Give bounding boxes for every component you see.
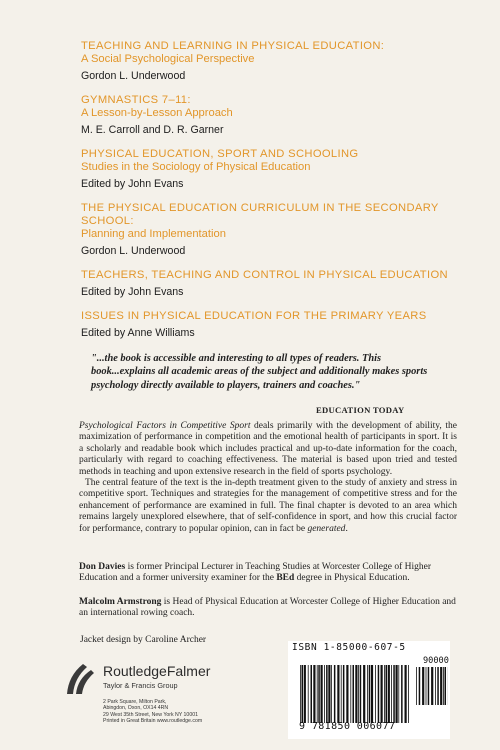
publisher-address (103, 699, 202, 725)
degree-name: BEd (276, 573, 295, 584)
book-entry (81, 310, 471, 340)
book-entry (81, 94, 471, 137)
book-entry (81, 202, 471, 258)
barcode-bar (367, 665, 368, 723)
book-author: Edited by Anne Williams (81, 327, 195, 339)
barcode-bar (426, 667, 427, 705)
barcode-bar (317, 665, 318, 723)
address-line: 2 Park Square, Milton Park, (103, 699, 167, 705)
barcode-bar (371, 665, 373, 723)
book-title: GYMNASTICS 7–11: (81, 94, 191, 106)
barcode-bar (346, 665, 348, 723)
author-bio (79, 562, 457, 585)
bio-text: is Head of Physical Education at Worcester College of Higher Education and an international rowing coach. (79, 597, 456, 619)
barcode-bar (405, 665, 407, 723)
barcode-bar (431, 667, 433, 705)
barcode-bar (321, 665, 323, 723)
barcode-bar (375, 665, 376, 723)
barcode-bar (363, 665, 365, 723)
book-title: TEACHERS, TEACHING AND CONTROL IN PHYSICAL EDUCATION (81, 269, 448, 281)
description-text: The central feature of the text is the in-depth treatment given to the study of anxiety and stress in competitive sport. Techniques and strategies for the management of competitive stress and for the enhancement of performance are examined in full. The final chapter is devoted to an area which remains largely unexplored elsewhere, that of self-confidence in sport, and how this crucial factor for performance, contrary to popular opinion, can in fact be (79, 478, 457, 534)
description-paragraph (79, 478, 457, 535)
barcode-bar (396, 665, 398, 723)
barcode-bar (384, 665, 385, 723)
publisher-name: RoutledgeFalmer (103, 663, 211, 679)
barcode-bar (353, 665, 355, 723)
barcode-bar (343, 665, 345, 723)
barcode-bar (408, 665, 409, 723)
jacket-credit: Jacket design by Caroline Archer (80, 635, 207, 645)
barcode-bar (437, 667, 439, 705)
barcode-bar (313, 665, 315, 723)
book-author: Gordon L. Underwood (81, 245, 186, 257)
barcode-bar (443, 667, 444, 705)
book-title: PHYSICAL EDUCATION, SPORT AND SCHOOLING (81, 148, 359, 160)
barcode-bar (318, 665, 320, 723)
description-text: . (345, 523, 348, 534)
isbn-text: ISBN 1-85000-607-5 (292, 642, 406, 653)
barcode-bar (401, 665, 403, 723)
price-barcode (416, 667, 448, 705)
barcode-bar (378, 665, 380, 723)
author-name: Don Davies (79, 562, 126, 572)
barcode-bar (386, 665, 388, 723)
book-entry (81, 269, 471, 299)
barcode-bar (304, 665, 306, 723)
barcode-bar (428, 667, 430, 705)
barcode-bar (369, 665, 371, 723)
barcode-bar (435, 667, 436, 705)
review-quote: "...the book is accessible and interesting to all types of readers. This book...explains all academic areas of the subject and additionally makes sports psychology directly available to players, trainers and coaches." (91, 353, 428, 391)
emphasis-word: generated (307, 523, 346, 534)
quote-source: EDUCATION TODAY (316, 405, 405, 415)
barcode-bar (311, 665, 313, 723)
description-paragraph (79, 421, 457, 478)
publisher-logo (63, 656, 283, 736)
barcode-bar (422, 667, 424, 705)
barcode-bar (393, 665, 395, 723)
barcode-bar (388, 665, 390, 723)
book-subtitle: A Lesson-by-Lesson Approach (81, 107, 233, 119)
address-line: 29 West 35th Street, New York NY 10001 (103, 711, 198, 718)
barcode-bar (328, 665, 330, 723)
book-title-italic: Psychological Factors in Competitive Sport (79, 421, 251, 431)
barcode-bar (300, 665, 301, 723)
book-description (79, 421, 457, 535)
book-subtitle: Studies in the Sociology of Physical Education (81, 161, 311, 173)
barcode-bar (391, 665, 392, 723)
address-line: Abingdon, Oxon, OX14 4RN (103, 705, 169, 712)
routledge-mark-icon (63, 658, 95, 696)
barcode-bar (341, 665, 342, 723)
barcode-bar (440, 667, 442, 705)
book-author: Edited by John Evans (81, 286, 184, 298)
barcode-bar (419, 667, 421, 705)
barcode-bar (360, 665, 362, 723)
price-code: 90000 (423, 656, 449, 666)
description-text: deals primarily with the development of ability, the maximization of performance in competition and the emotional health of participants in sport. It is a scholarly and readable book which includes practical and up-to-date information for the coach, particularly with regard to coaching effectiveness. The material is based upon tried and tested methods in teaching and upon extensive research in the field of sports psychology. (79, 421, 457, 477)
barcode-bar (337, 665, 339, 723)
barcode-bar (398, 665, 399, 723)
address-line: Printed in Great Britain www.routledge.com (103, 718, 203, 725)
barcode-bar (324, 665, 325, 723)
book-author: Edited by John Evans (81, 178, 184, 190)
ean-barcode (300, 665, 410, 723)
barcode-bar (350, 665, 351, 723)
book-entry (81, 40, 471, 83)
barcode-bar (334, 665, 336, 723)
book-subtitle: Planning and Implementation (81, 228, 226, 240)
barcode-bar (355, 665, 357, 723)
book-title: TEACHING AND LEARNING IN PHYSICAL EDUCATION: (81, 40, 385, 52)
bio-text: is former Principal Lecturer in Teaching Studies at Worcester College of Higher Education and a former university examiner for the (79, 562, 432, 584)
publisher-group: Taylor & Francis Group (103, 681, 178, 690)
author-bio (79, 597, 457, 620)
barcode-bar (302, 665, 304, 723)
author-name: Malcolm Armstrong (79, 597, 162, 607)
barcode-bar (381, 665, 383, 723)
barcode-bar (326, 665, 328, 723)
bio-text: degree in Physical Education. (294, 573, 410, 584)
barcode-bar (445, 667, 447, 705)
barcode-bar (331, 665, 332, 723)
book-title: ISSUES IN PHYSICAL EDUCATION FOR THE PRIMARY YEARS (81, 310, 427, 322)
book-subtitle: A Social Psychological Perspective (81, 53, 255, 65)
book-title: THE PHYSICAL EDUCATION CURRICULUM IN THE SECONDARY SCHOOL: (81, 202, 439, 227)
book-entry (81, 148, 471, 191)
barcode-bar (358, 665, 359, 723)
related-books-list (81, 40, 471, 351)
book-author: Gordon L. Underwood (81, 70, 186, 82)
book-author: M. E. Carroll and D. R. Garner (81, 124, 224, 136)
barcode-bar (308, 665, 309, 723)
barcode-bar (416, 667, 417, 705)
ean-number: 9 781850 006077 (299, 721, 396, 732)
